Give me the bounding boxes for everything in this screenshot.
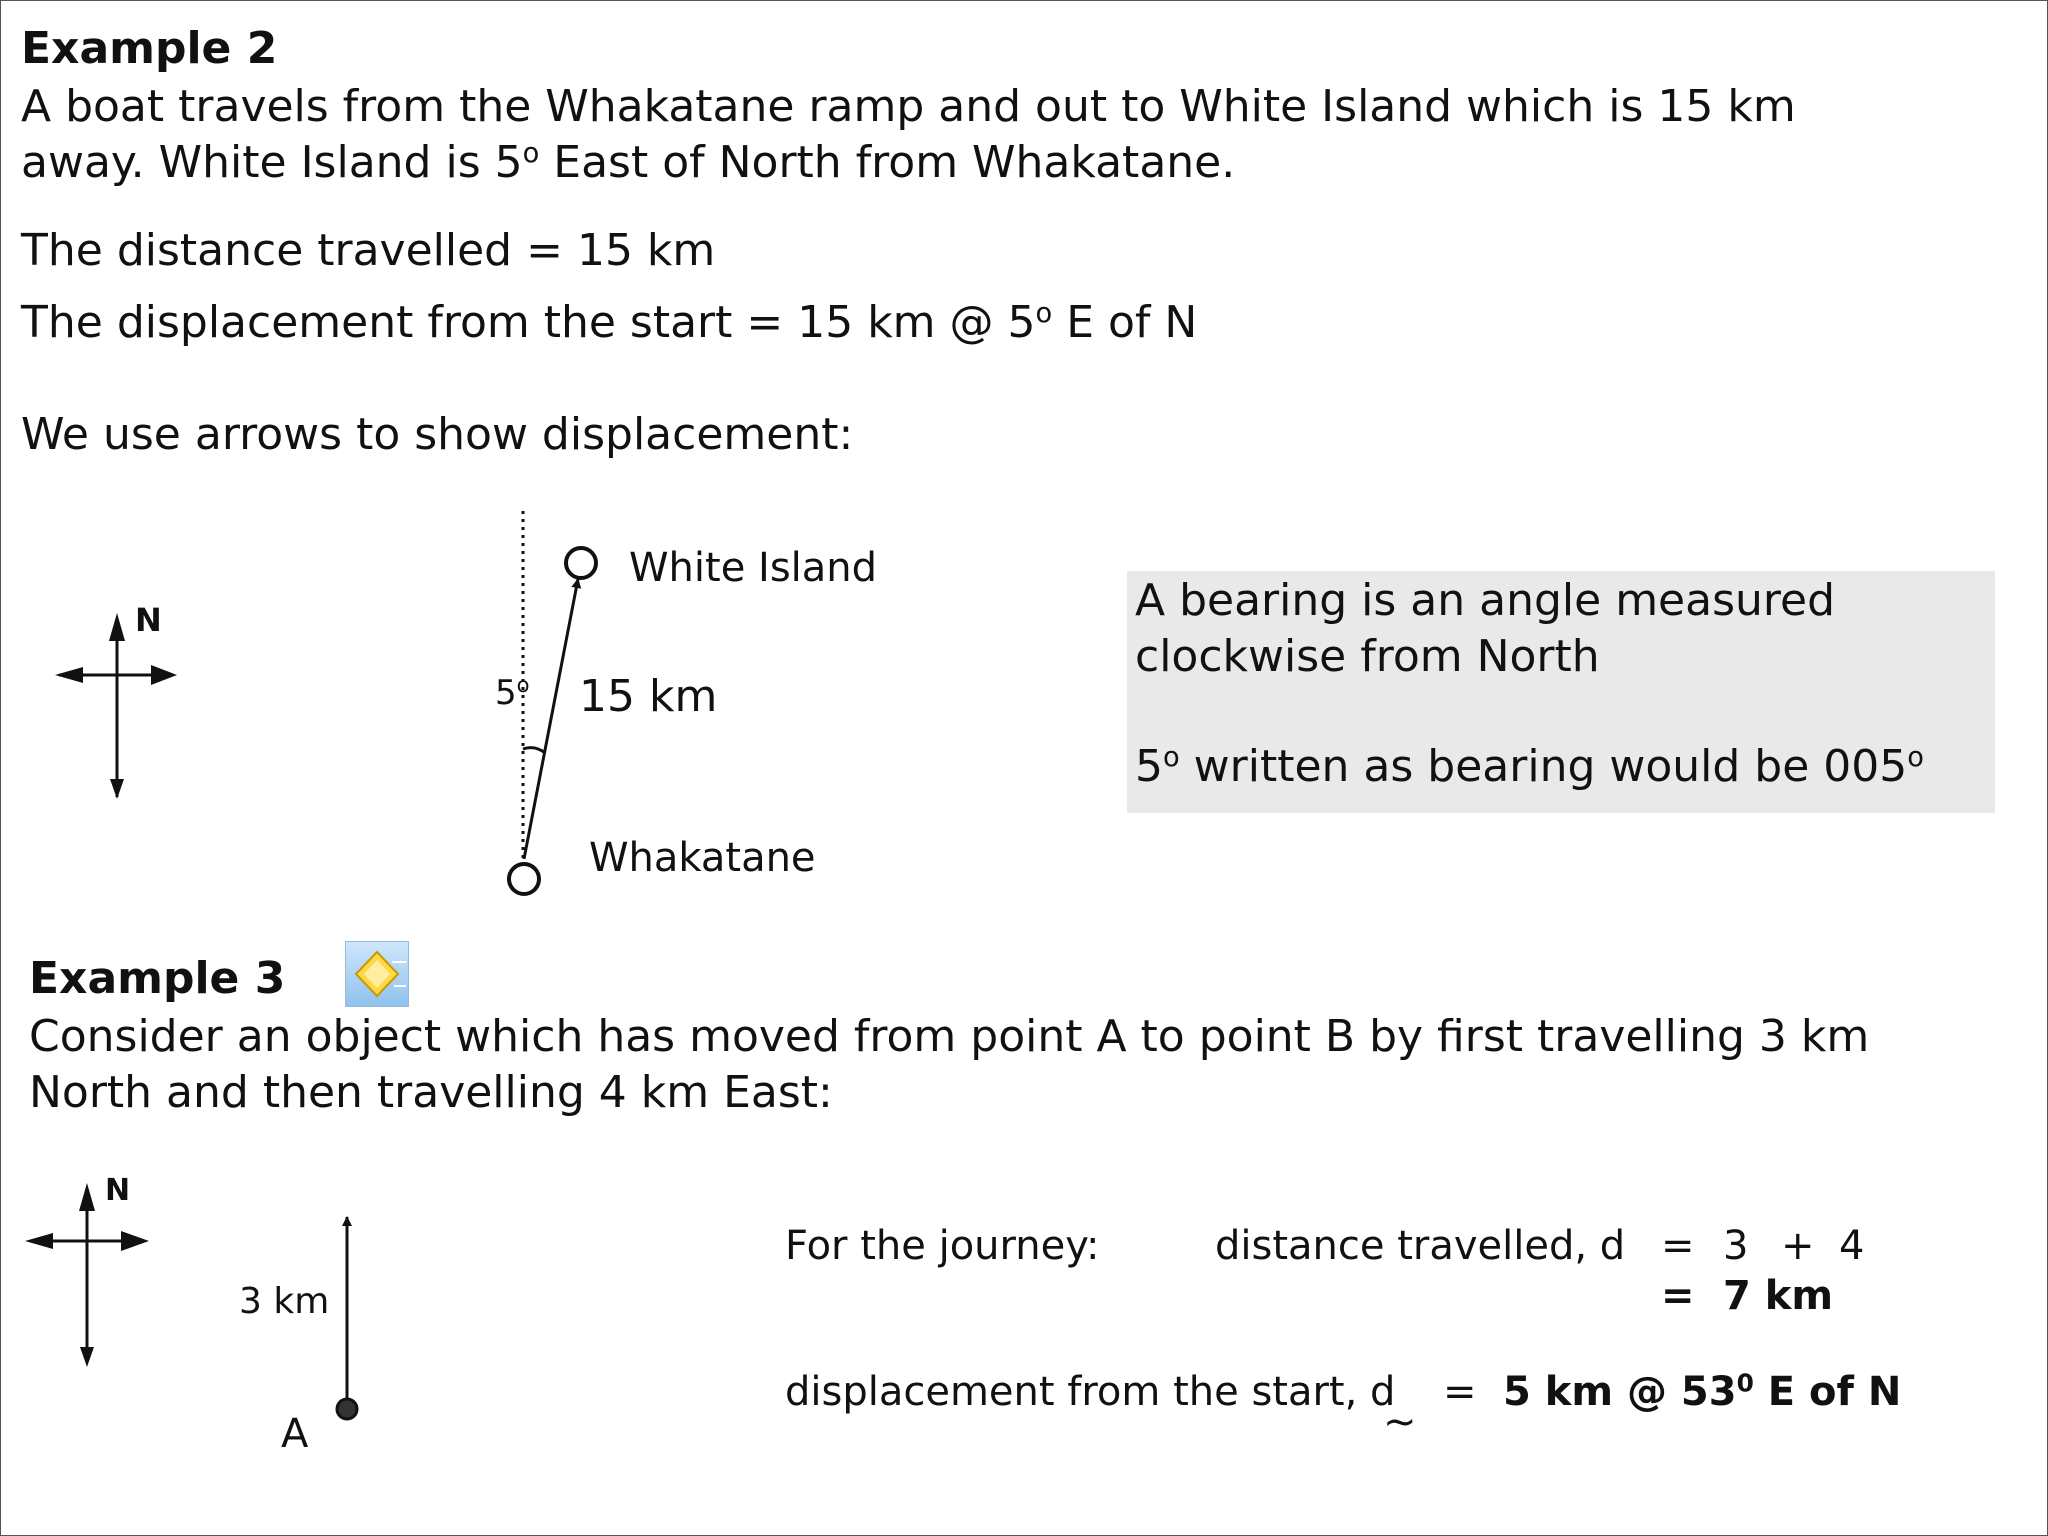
displacement-result-b: E of N <box>1753 1369 1902 1415</box>
compass-n-label: N <box>105 1173 131 1208</box>
equals-sign: = <box>1661 1273 1695 1319</box>
term-four: 4 <box>1839 1223 1865 1269</box>
compass-icon <box>55 613 177 799</box>
displacement-arrow <box>524 579 578 859</box>
point-a-label: A <box>281 1411 309 1457</box>
compass-icon <box>25 1183 149 1367</box>
displacement-result-a: 5 km @ 53 <box>1503 1369 1737 1415</box>
diamond-app-icon[interactable] <box>345 941 409 1007</box>
angle-label <box>495 673 530 713</box>
degree-sup: o <box>1907 742 1924 773</box>
angle-value: 5 <box>495 673 517 713</box>
displacement-label: displacement from the start, d <box>785 1369 1396 1415</box>
note-line3-b: written as bearing would be 005 <box>1179 741 1908 792</box>
displacement-result <box>1503 1369 1901 1415</box>
whakatane-label: Whakatane <box>589 835 816 881</box>
displacement-a: The displacement from the start = 15 km @ 5 <box>21 297 1036 348</box>
white-island-marker <box>566 548 596 578</box>
displacement-b: E of N <box>1052 297 1198 348</box>
example3-heading: Example 3 <box>29 953 286 1004</box>
journey-label: For the journey: <box>785 1223 1100 1269</box>
white-island-label: White Island <box>629 545 878 591</box>
compass-n-label: N <box>135 601 162 639</box>
angle-arc <box>523 748 545 753</box>
example2-line1: A boat travels from the Whakatane ramp and out to White Island which is 15 km <box>21 81 1796 132</box>
degree-sup: o <box>522 138 540 169</box>
example3-line1: Consider an object which has moved from point A to point B by first travelling 3 km <box>29 1011 1870 1062</box>
distance-result: 7 km <box>1723 1273 1834 1319</box>
bearing-note <box>1127 571 1995 813</box>
leg-label: 3 km <box>239 1281 330 1322</box>
distance-label: distance travelled, d <box>1215 1223 1626 1269</box>
degree-sup: o <box>1163 742 1180 773</box>
example3-line2: North and then travelling 4 km East: <box>29 1067 833 1118</box>
degree-sup: 0 <box>1736 1368 1754 1398</box>
example2-line2-b: East of North from Whakatane. <box>539 137 1236 188</box>
note-line3 <box>1135 741 1924 792</box>
plus-sign: + <box>1781 1223 1815 1269</box>
note-line1: A bearing is an angle measured <box>1135 575 1836 626</box>
vector-tilde: ~ <box>1383 1399 1417 1445</box>
example2-line2-a: away. White Island is 5 <box>21 137 523 188</box>
term-three: 3 <box>1723 1223 1749 1269</box>
example2-heading: Example 2 <box>21 23 278 74</box>
equals-sign: = <box>1661 1223 1695 1269</box>
distance-line: The distance travelled = 15 km <box>21 225 716 276</box>
equals-sign: = <box>1443 1369 1477 1415</box>
arrows-intro: We use arrows to show displacement: <box>21 409 854 460</box>
whakatane-marker <box>509 864 539 894</box>
note-line2: clockwise from North <box>1135 631 1600 682</box>
note-line3-a: 5 <box>1135 741 1163 792</box>
length-label: 15 km <box>579 671 718 722</box>
degree-sup: o <box>1035 298 1053 329</box>
degree-sup: o <box>516 672 530 698</box>
point-a-marker <box>337 1399 357 1419</box>
